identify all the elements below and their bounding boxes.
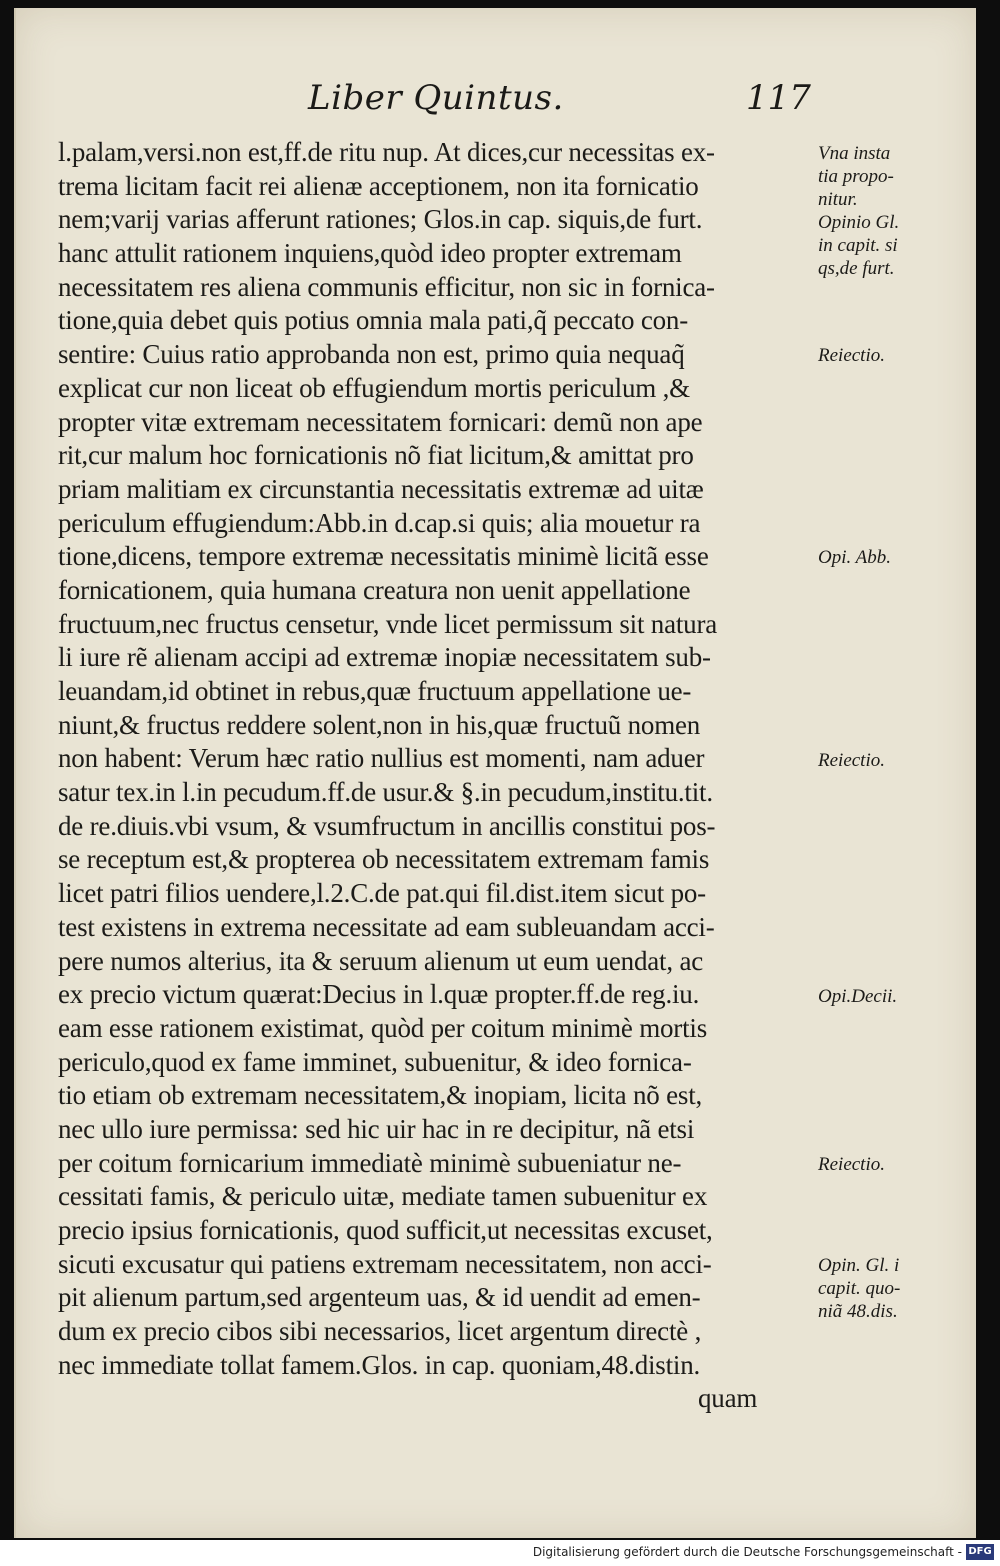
text-line: trema licitam facit rei alienæ acceptionem, non ita fornicatio xyxy=(58,170,699,201)
text-line: fructuum,nec fructus censetur, vnde licet permissum sit natura xyxy=(58,608,718,639)
text-line: periculo,quod ex fame imminet, subuenitur, & ideo fornica- xyxy=(58,1046,692,1077)
margin-note-line: Opi.Decii. xyxy=(818,985,898,1007)
text-line: priam malitiam ex circunstantia necessitatis extremæ ad uitæ xyxy=(58,473,704,504)
catchword: quam xyxy=(698,1383,758,1414)
text-line: precio ipsius fornicationis, quod sufficit,ut necessitas excuset, xyxy=(58,1215,713,1245)
text-line: ex precio victum quærat:Decius in l.quæ propter.ff.de reg.iu. xyxy=(58,979,700,1010)
page-number: 117 xyxy=(746,78,811,118)
text-line: licet patri filios uendere,l.2.C.de pat.qui fil.dist.item sicut po- xyxy=(58,878,706,909)
margin-note xyxy=(818,546,891,569)
margin-note-line: Reiectio. xyxy=(818,1154,885,1175)
margin-note-line: qs,de furt. xyxy=(818,258,895,279)
text-line: hanc attulit rationem inquiens,quòd ideo propter extremam xyxy=(58,238,682,269)
text-line: propter vitæ extremam necessitatem fornicari: demũ non ape xyxy=(58,406,703,437)
margin-note-line: Reiectio. xyxy=(818,749,885,771)
text-line: non habent: Verum hæc ratio nullius est momenti, nam aduer xyxy=(58,743,705,774)
dfg-logo: DFG xyxy=(966,1544,994,1560)
text-line: nem;varij varias afferunt rationes; Glos.in cap. siquis,de furt. xyxy=(58,204,703,235)
text-line: li iure rẽ alienam accipi ad extremæ inopiæ necessitatem sub- xyxy=(58,642,711,673)
running-title: Liber Quintus. xyxy=(308,78,564,118)
text-line: l.palam,versi.non est,ff.de ritu nup. At dices,cur necessitas ex- xyxy=(58,137,715,167)
footer-credit: Digitalisierung gefördert durch die Deutsche Forschungsgemeinschaft - xyxy=(532,1545,962,1559)
margin-note xyxy=(818,1153,885,1176)
text-line: test existens in extrema necessitate ad eam subleuandam acci- xyxy=(58,911,715,942)
text-line: rit,cur malum hoc fornicationis nõ fiat licitum,& amittat pro xyxy=(58,440,694,471)
margin-note-line: nitur. xyxy=(818,189,858,210)
margin-note-line: in capit. si xyxy=(818,235,898,256)
margin-note-line: tia propo- xyxy=(818,166,894,187)
footer-bar xyxy=(0,1540,1000,1566)
text-line: nec ullo iure permissa: sed hic uir hac in re decipitur, nã etsi xyxy=(58,1113,695,1144)
text-line: leuandam,id obtinet in rebus,quæ fructuum appellatione ue- xyxy=(58,676,692,706)
text-line: niunt,& fructus reddere solent,non in his,quæ fructuũ nomen xyxy=(58,709,701,740)
margin-note-line: Opinio Gl. xyxy=(818,212,900,233)
margin-note-line: niã 48.dis. xyxy=(818,1301,898,1323)
margin-note-line: Opi. Abb. xyxy=(818,547,892,569)
margin-note xyxy=(818,344,885,367)
margin-note xyxy=(818,1254,900,1323)
margin-note xyxy=(818,142,899,280)
text-line: pere numos alterius, ita & seruum alienum ut eum uendat, ac xyxy=(58,945,704,976)
text-line: satur tex.in l.in pecudum.ff.de usur.& §.in pecudum,institu.tit. xyxy=(58,777,713,808)
margin-note xyxy=(818,749,885,772)
text-line: sicuti excusatur qui patiens extremam necessitatem, non acci- xyxy=(58,1248,712,1279)
text-line: de re.diuis.vbi vsum, & vsumfructum in ancillis constitui pos- xyxy=(58,810,716,841)
text-line: explicat cur non liceat ob effugiendum mortis periculum ,& xyxy=(58,372,690,403)
margin-note xyxy=(818,985,897,1008)
book-page xyxy=(14,8,976,1538)
text-line: cessitati famis, & periculo uitæ, mediate tamen subuenitur ex xyxy=(58,1181,708,1212)
main-text-block xyxy=(58,136,828,1416)
text-line: tio etiam ob extremam necessitatem,& inopiam, licita nõ est, xyxy=(58,1080,703,1111)
text-line: dum ex precio cibos sibi necessarios, licet argentum directè , xyxy=(58,1316,702,1347)
text-line: necessitatem res aliena communis efficitur, non sic in fornica- xyxy=(58,271,715,302)
text-line: pit alienum partum,sed argenteum uas, & id uendit ad emen- xyxy=(58,1282,701,1313)
text-line: eam esse rationem existimat, quòd per coitum minimè mortis xyxy=(58,1012,708,1043)
margin-note-line: Vna insta xyxy=(818,143,891,164)
page-header xyxy=(16,72,976,132)
text-line: per coitum fornicarium immediatè minimè subueniatur ne- xyxy=(58,1147,682,1178)
text-line: tione,quia debet quis potius omnia mala pati,q̃ peccato con- xyxy=(58,305,689,336)
margin-note-line: Reiectio. xyxy=(818,345,885,367)
text-line: se receptum est,& propterea ob necessitatem extremam famis xyxy=(58,844,710,875)
text-line: sentire: Cuius ratio approbanda non est, primo quia nequaq̃ xyxy=(58,339,685,370)
text-line: nec immediate tollat famem.Glos. in cap. quoniam,48.distin. xyxy=(58,1349,701,1380)
text-line: fornicationem, quia humana creatura non uenit appellatione xyxy=(58,574,691,605)
margin-note-line: capit. quo- xyxy=(818,1278,901,1300)
margin-note-line: Opin. Gl. i xyxy=(818,1255,900,1277)
text-line: periculum effugiendum:Abb.in d.cap.si quis; alia mouetur ra xyxy=(58,507,701,538)
text-line: tione,dicens, tempore extremæ necessitatis minimè licitã esse xyxy=(58,541,709,572)
